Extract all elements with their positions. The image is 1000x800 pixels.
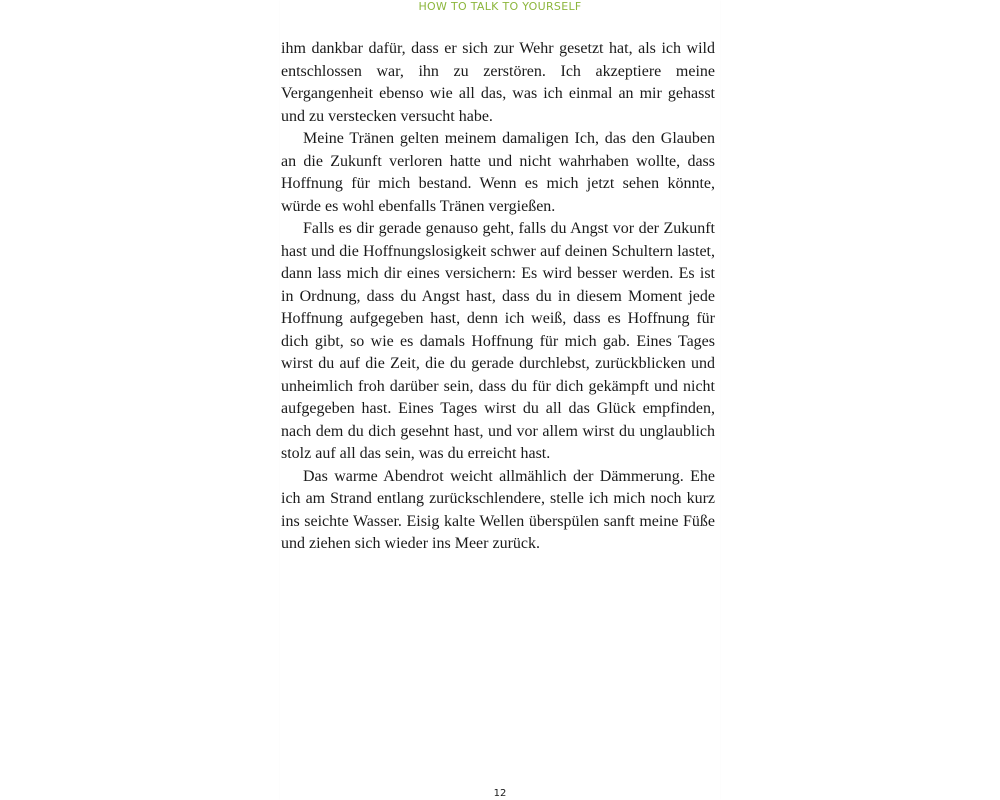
running-header: HOW TO TALK TO YOURSELF — [418, 0, 582, 13]
paragraph-4: Das warme Abendrot weicht allmählich der Dämmerung. Ehe ich am Strand entlang zurückschlendere, stelle ich mich noch kurz ins seichte Wasser. Eisig kalte Wellen überspülen sanft meine Füße und ziehen sich wieder ins Meer zurück. — [281, 467, 715, 552]
body-text — [281, 38, 715, 556]
page-number: 12 — [493, 788, 507, 799]
paragraph-2: Meine Tränen gelten meinem damaligen Ich, das den Glauben an die Zukunft verloren hatte und nicht wahrhaben wollte, dass Hoffnung für mich bestand. Wenn es mich jetzt sehen könnte, würde es wohl ebenfalls Tränen vergießen. — [281, 130, 715, 215]
paragraph-3: Falls es dir gerade genauso geht, falls du Angst vor der Zukunft hast und die Hoffnungslosigkeit schwer auf deinen Schultern lastet, dann lass mich dir eines versichern: Es wird besser werden. Es ist in Ordnung, dass du Angst hast, dass du in diesem Moment jede Hoffnung aufgegeben hast, denn ich weiß, dass es Hoffnung für dich gibt, so wie es damals Hoffnung für mich gab. Eines Tages wirst du auf die Zeit, die du gerade durchlebst, zurückblicken und unheimlich froh darüber sein, dass du für dich gekämpft und nicht aufgegeben hast. Eines Tages wirst du all das Glück empfinden, nach dem du dich gesehnt hast, und vor allem wirst du unglaublich stolz auf all das sein, was du erreicht hast. — [281, 220, 715, 462]
book-page — [280, 0, 720, 800]
paragraph-1: ihm dankbar dafür, dass er sich zur Wehr gesetzt hat, als ich wild entschlossen war, ihn zu zerstören. Ich akzeptiere meine Vergangenheit ebenso wie all das, was ich einmal an mir gehasst und zu verstecken versucht habe. — [281, 40, 715, 125]
